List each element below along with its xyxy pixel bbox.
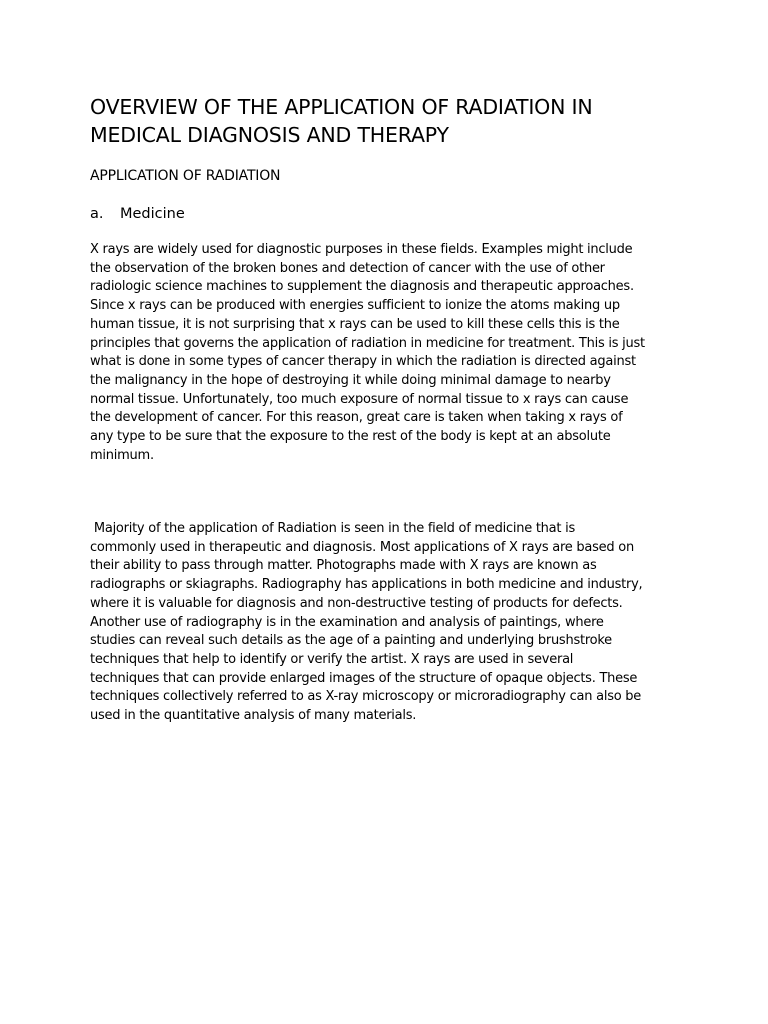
paragraph-line: Majority of the application of Radiation is seen in the field of medicine that is: [90, 521, 575, 536]
subsection-marker: a.: [90, 206, 104, 222]
paragraph-line: any type to be sure that the exposure to the rest of the body is kept at an absolute: [90, 429, 611, 445]
paragraph-line: techniques that can provide enlarged images of the structure of opaque objects. These: [90, 670, 638, 686]
section-heading: APPLICATION OF RADIATION: [90, 168, 281, 184]
paragraph-line: X rays are widely used for diagnostic purposes in these fields. Examples might include: [90, 242, 633, 257]
paragraph-line: where it is valuable for diagnosis and non-destructive testing of products for defects.: [90, 595, 623, 611]
paragraph-line: the malignancy in the hope of destroying it while doing minimal damage to nearby: [90, 372, 611, 388]
paragraph-line: what is done in some types of cancer therapy in which the radiation is directed against: [90, 354, 636, 370]
paragraph-line: commonly used in therapeutic and diagnosis. Most applications of X rays are based on: [90, 539, 634, 555]
paragraph-line: their ability to pass through matter. Photographs made with X rays are known as: [90, 558, 597, 574]
paragraph-line: studies can reveal such details as the age of a painting and underlying brushstroke: [90, 633, 612, 649]
paragraph-line: Since x rays can be produced with energies sufficient to ionize the atoms making up: [90, 298, 620, 314]
paragraph-line: the development of cancer. For this reason, great care is taken when taking x rays of: [90, 410, 623, 426]
paragraph-line: radiographs or skiagraphs. Radiography has applications in both medicine and industry,: [90, 577, 643, 593]
paragraph-line: used in the quantitative analysis of many materials.: [90, 708, 417, 724]
subsection-label: Medicine: [120, 206, 185, 222]
title-line: MEDICAL DIAGNOSIS AND THERAPY: [90, 123, 449, 147]
paragraph-line: principles that governs the application of radiation in medicine for treatment. This is just: [90, 335, 645, 351]
paragraph-line: minimum.: [90, 447, 154, 463]
title-line: OVERVIEW OF THE APPLICATION OF RADIATION IN: [90, 95, 593, 119]
paragraph-line: techniques that help to identify or verify the artist. X rays are used in several: [90, 651, 574, 667]
paragraph-line: techniques collectively referred to as X-ray microscopy or microradiography can also be: [90, 689, 642, 705]
paragraph-line: human tissue, it is not surprising that x rays can be used to kill these cells this is the: [90, 316, 620, 332]
document-title: [90, 93, 710, 149]
paragraph-line: Another use of radiography is in the examination and analysis of paintings, where: [90, 614, 604, 630]
paragraph-line: the observation of the broken bones and detection of cancer with the use of other: [90, 260, 605, 276]
paragraph-line: radiologic science machines to supplement the diagnosis and therapeutic approaches.: [90, 279, 634, 295]
subsection-heading: [90, 204, 185, 224]
paragraph-radiography: [90, 520, 690, 726]
paragraph-line: normal tissue. Unfortunately, too much exposure of normal tissue to x rays can cause: [90, 391, 629, 407]
paragraph-xray-diagnostics: [90, 241, 690, 465]
